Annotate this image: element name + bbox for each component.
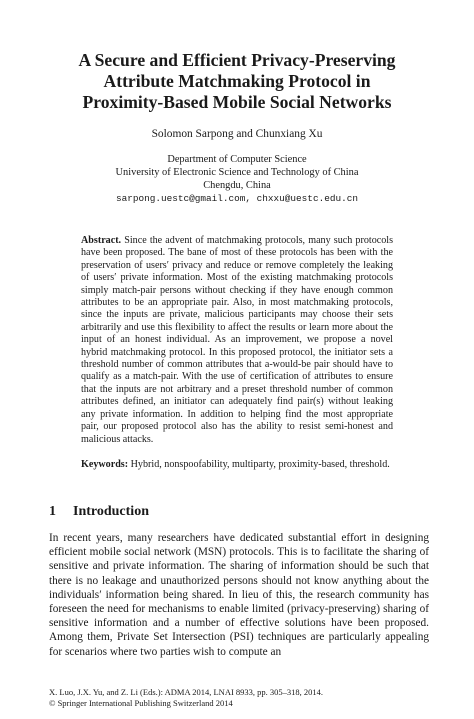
paper-title [40, 50, 434, 113]
university: University of Electronic Science and Technology of China [115, 167, 359, 178]
keywords-label: Keywords: [81, 459, 129, 470]
city: Chengdu, China [203, 180, 271, 191]
title-line-1: A Secure and Efficient Privacy-Preserving [78, 50, 396, 70]
introduction-text: In recent years, many researchers have dedicated substantial effort in designing efficient mobile social network (MSN) protocols. This is to facilitate the sharing of sensitive and private information. The sharing of information should be such that there is no leakage and unauthorized persons should not know anything about the individuals′ information being shared. In lieu of this, the research community has foreseen the need for mechanisms to enable limited (privacy-preserving) sharing of sensitive information and a number of effective solutions have been proposed. Among them, Private Set Intersection (PSI) techniques are particularly appealing for scenarios where two parties wish to compute an [49, 532, 429, 658]
department: Department of Computer Science [167, 154, 307, 165]
section-title: Introduction [73, 504, 149, 519]
keywords [81, 459, 393, 471]
copyright-line: © Springer International Publishing Switzerland 2014 [49, 698, 233, 708]
section-heading [49, 504, 429, 520]
abstract-text: Since the advent of matchmaking protocols, many such protocols have been proposed. The bane of most of these protocols has been with the preservation of users′ privacy and reduce or remove completely the leaking of users′ private information. Most of the existing matchmaking protocols simply match-pair persons without checking if they have enough common attributes to be an appropriate pair. Also, in most matchmaking protocols, since the inputs are private, malicious participants may choose their sets arbitrarily and use this flexibility to affect the results or learn more about the input of an honest individual. As an improvement, we propose a novel hybrid matchmaking protocol. In this proposed protocol, the initiator sets a threshold number of common attributes that a-would-be pair should have to qualify as a match-pair. With the use of certification of attributes to ensure that the inputs are not arbitrary and a preset threshold number of common attributes defined, an initiator can adequately find pair(s) without leaking any private information. In addition to helping find the most appropriate pair, our proposed protocol also has the ability to resist semi-honest and malicious attacks. [81, 235, 394, 445]
affiliation [0, 153, 474, 205]
abstract-label: Abstract. [81, 235, 122, 246]
citation-line: X. Luo, J.X. Yu, and Z. Li (Eds.): ADMA 2014, LNAI 8933, pp. 305–318, 2014. [49, 687, 324, 697]
authors: Solomon Sarpong and Chunxiang Xu [151, 128, 323, 140]
abstract [81, 235, 393, 446]
keywords-text: Hybrid, nonspoofability, multiparty, proximity-based, threshold. [130, 459, 390, 470]
title-line-3: Proximity-Based Mobile Social Networks [82, 92, 392, 112]
footer [49, 687, 429, 709]
author-emails: sarpong.uestc@gmail.com, chxxu@uestc.edu.cn [116, 193, 358, 204]
section-number: 1 [49, 504, 56, 519]
title-line-2: Attribute Matchmaking Protocol in [103, 71, 371, 91]
